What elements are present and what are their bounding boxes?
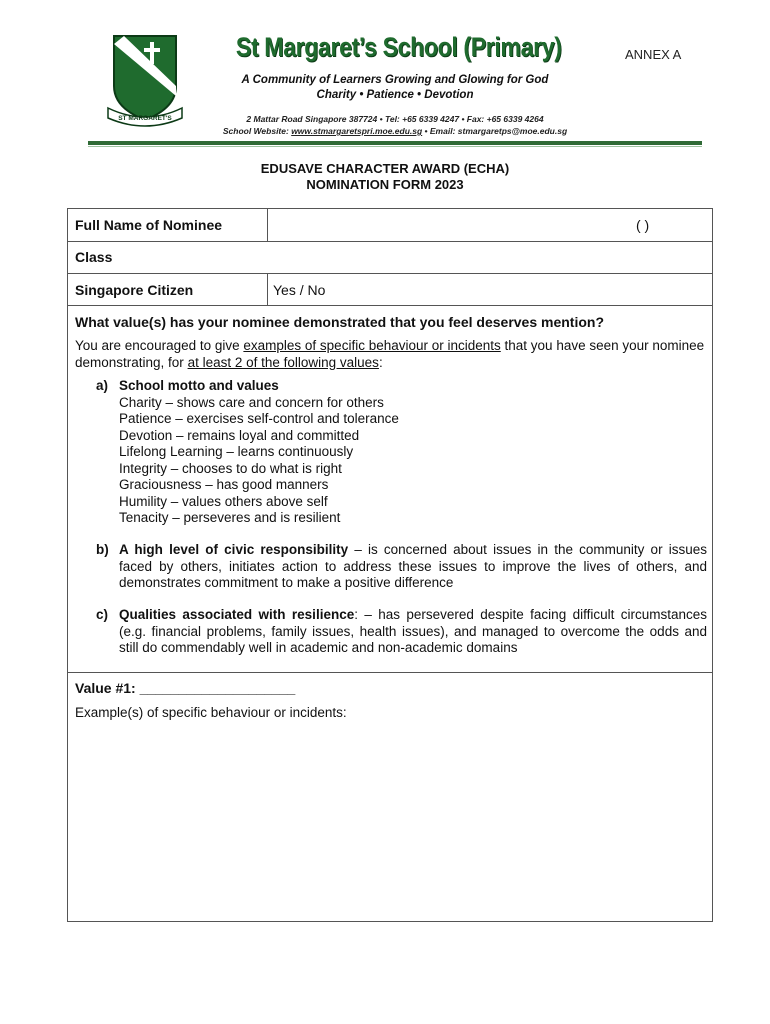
value-item-devotion: Devotion – remains loyal and committed: [119, 427, 360, 443]
form-title: EDUSAVE CHARACTER AWARD (ECHA): [260, 161, 510, 176]
intro-underline-2: at least 2 of the following values: [187, 354, 379, 370]
section-b: [96, 542, 707, 592]
school-tagline: A Community of Learners Growing and Glowing for God: [241, 74, 549, 86]
section-b-heading: A high level of civic responsibility: [119, 542, 349, 557]
section-c: [96, 607, 707, 657]
section-b-marker: b): [96, 542, 109, 557]
header-divider: [88, 141, 702, 145]
class-label: Class: [75, 249, 113, 265]
school-name: St Margaret’s School (Primary): [235, 32, 562, 62]
value-1-field[interactable]: Value #1: ____________________: [75, 680, 296, 696]
email-text: • Email: stmargaretps@moe.edu.sg: [422, 126, 568, 136]
section-c-text: : – has persevered despite facing difficult circumstances (e.g. financial problems, family issues, health issues), and managed to overcome the odds and still do commendably well in academic and non-academic domains: [119, 607, 707, 655]
citizen-label: Singapore Citizen: [75, 282, 194, 298]
value-item-humility: Humility – values others above self: [119, 493, 328, 509]
section-c-heading: Qualities associated with resilience: [119, 607, 355, 622]
examples-label: Example(s) of specific behaviour or incidents:: [75, 705, 347, 720]
annex-label: ANNEX A: [625, 47, 682, 62]
website-prefix: School Website:: [222, 126, 292, 136]
value-item-graciousness: Graciousness – has good manners: [119, 477, 329, 492]
intro-text-1: You are encouraged to give: [75, 338, 244, 353]
value-item-tenacity: Tenacity – perseveres and is resilient: [119, 510, 341, 525]
form-subtitle: NOMINATION FORM 2023: [306, 177, 464, 192]
section-a: [96, 378, 706, 527]
value-item-lifelong-learning: Lifelong Learning – learns continuously: [119, 444, 354, 459]
values-question: What value(s) has your nominee demonstrated that you feel deserves mention?: [75, 314, 605, 330]
school-crest-logo: [106, 34, 184, 130]
section-a-marker: a): [96, 378, 109, 393]
values-intro: [75, 338, 705, 371]
full-name-divider: [267, 208, 268, 242]
crest-banner-text: ST MARGARET'S: [118, 115, 172, 122]
section-b-text: – is concerned about issues in the community or issues faced by others, initiates action to address these issues to improve the lives of others, and demonstrates commitment to make a positive difference: [119, 542, 707, 590]
citizen-divider: [267, 273, 268, 306]
intro-text-3: :: [378, 354, 383, 370]
value-item-patience: Patience – exercises self-control and tolerance: [119, 411, 399, 426]
full-name-label: Full Name of Nominee: [75, 217, 223, 233]
citizen-yes-no-field[interactable]: Yes / No: [273, 282, 326, 298]
section-c-marker: c): [96, 607, 109, 622]
school-address: 2 Mattar Road Singapore 387724 • Tel: +65 6339 4247 • Fax: +65 6339 4264: [246, 114, 544, 124]
website-link[interactable]: www.stmargaretspri.moe.edu.sg: [291, 126, 423, 136]
class-row: [67, 241, 713, 274]
value-item-charity: Charity – shows care and concern for others: [119, 394, 384, 410]
intro-underline-1: examples of specific behaviour or incidents: [243, 338, 501, 353]
value-item-integrity: Integrity – chooses to do what is right: [119, 460, 342, 476]
intro-text-2: that you have seen your nominee demonstrating, for: [75, 338, 705, 370]
header-divider-thin: [88, 146, 702, 147]
school-contact-line: [190, 126, 600, 136]
full-name-field[interactable]: ( ): [636, 217, 650, 233]
school-values-line: Charity • Patience • Devotion: [316, 89, 474, 101]
section-a-heading: School motto and values: [119, 378, 279, 393]
